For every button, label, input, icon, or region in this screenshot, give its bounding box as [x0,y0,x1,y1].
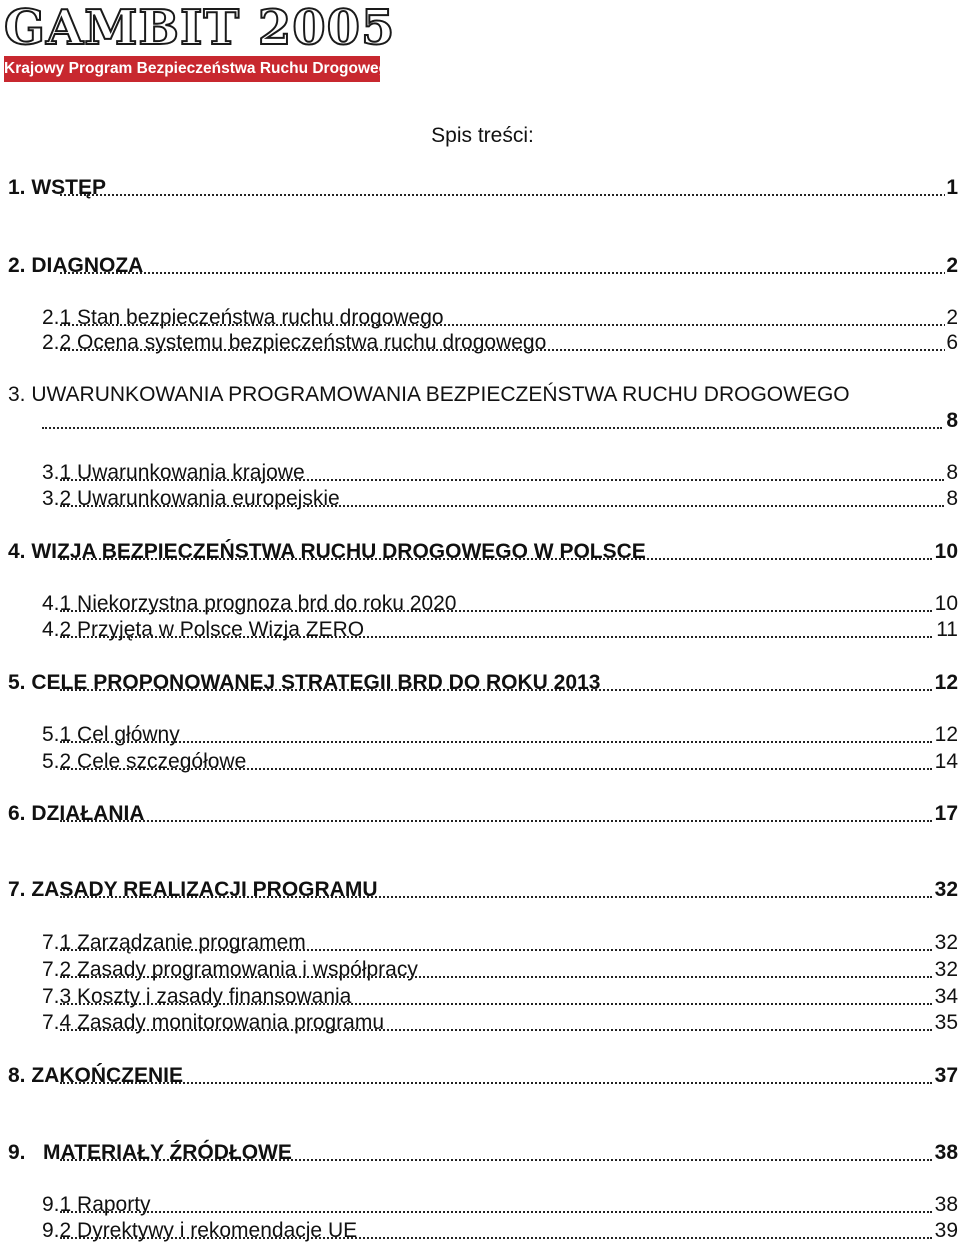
toc-leader [60,949,932,951]
toc-entry[interactable] [0,304,960,332]
toc-entry-label: 7.3 Koszty i zasady finansowania [42,983,352,1011]
toc-leader [60,1159,932,1161]
toc-entry-page: 35 [934,1009,958,1037]
toc-entry[interactable] [0,929,960,957]
logo-subtitle: Krajowy Program Bezpieczeństwa Ruchu Drogowego [4,56,380,82]
toc-entry[interactable] [0,1191,960,1219]
toc-leader [60,689,932,691]
toc-entry-page: 8 [945,485,958,513]
toc-entry[interactable] [0,800,960,828]
toc-entry-page: 38 [934,1139,958,1167]
toc-entry-label: 3. UWARUNKOWANIA PROGRAMOWANIA BEZPIECZEŃSTWA RUCHU DROGOWEGO [8,381,851,409]
toc-entry[interactable] [0,876,960,904]
toc-leader [60,610,932,612]
gambit-logo [4,0,398,82]
toc-entry-label: 7.4 Zasady monitorowania programu [42,1009,385,1037]
toc-leader [60,820,932,822]
toc-entry-label: 4.1 Niekorzystna prognoza brd do roku 2020 [42,590,457,618]
toc-entry-label: 5.2 Cele szczegółowe [42,748,247,776]
toc-leader [60,1029,932,1031]
toc-entry[interactable] [0,1217,960,1245]
toc-entry-page: 12 [934,721,958,749]
toc-entry-page: 8 [945,407,958,435]
toc-entry-page: 2 [945,304,958,332]
toc-entry-label: 7.1 Zarządzanie programem [42,929,307,957]
toc-leader [60,324,946,326]
toc-entry-page: 37 [934,1062,958,1090]
toc-entry-label: 7.2 Zasady programowania i współpracy [42,956,419,984]
toc-leader [42,427,942,429]
logo-title: GAMBIT 2005 [4,0,396,56]
toc-entry[interactable] [0,616,960,644]
toc-leader [60,1237,932,1239]
toc-entry-page: 38 [934,1191,958,1219]
toc-leader [60,976,932,978]
toc-entry-label: 9.1 Raporty [42,1191,152,1219]
toc-entry-page: 32 [934,956,958,984]
toc-entry-label: 2.1 Stan bezpieczeństwa ruchu drogowego [42,304,445,332]
toc-entry-page: 10 [934,590,958,618]
toc-entry[interactable] [0,485,960,513]
toc-entry[interactable] [0,252,960,280]
toc-entry-label: 5. CELE PROPONOWANEJ STRATEGII BRD DO ROKU 2013 [8,669,601,697]
toc-entry-label: 5.1 Cel główny [42,721,181,749]
toc-entry-label: 2.2 Ocena systemu bezpieczeństwa ruchu drogowego [42,329,547,357]
toc-leader [60,636,932,638]
toc-entry-page: 2 [945,252,958,280]
toc-entry-label: 7. ZASADY REALIZACJI PROGRAMU [8,876,378,904]
toc-entry[interactable] [0,748,960,776]
toc-leader [60,558,932,560]
toc-entry-label: 8. ZAKOŃCZENIE [8,1062,184,1090]
toc-entry-page: 8 [945,459,958,487]
toc-entry-page: 1 [945,174,958,202]
toc-entry[interactable] [0,669,960,697]
toc-leader [60,1082,932,1084]
toc-entry-page: 14 [934,748,958,776]
toc-entry-label: 3.2 Uwarunkowania europejskie [42,485,341,513]
toc-leader [60,349,946,351]
toc-leader [60,1003,932,1005]
toc-entry-label: 6. DZIAŁANIA [8,800,146,828]
toc-entry-page: 32 [934,876,958,904]
toc-leader [60,479,944,481]
toc-entry[interactable] [0,956,960,984]
toc-entry[interactable] [0,983,960,1011]
toc-leader [60,1211,932,1213]
toc-entry-page: 32 [934,929,958,957]
toc-entry-label: 2. DIAGNOZA [8,252,144,280]
toc-title: Spis treści: [431,124,534,147]
toc-leader [60,272,946,274]
toc-entry[interactable] [0,590,960,618]
toc-entry[interactable] [0,174,960,202]
toc-entry-label: 1. WSTĘP [8,174,107,202]
toc-entry[interactable] [0,1139,960,1167]
toc-leader [60,896,932,898]
toc-entry-page: 11 [935,616,958,644]
toc-entry-continuation[interactable] [0,407,960,435]
toc-leader [60,194,946,196]
toc-entry-label: 3.1 Uwarunkowania krajowe [42,459,306,487]
toc-entry-page: 12 [934,669,958,697]
toc-entry-label: 4. WIZJA BEZPIECZEŃSTWA RUCHU DROGOWEGO W POLSCE [8,538,647,566]
toc-entry[interactable] [0,459,960,487]
toc-leader [60,505,944,507]
toc-entry[interactable] [0,1062,960,1090]
toc-entry-page: 39 [934,1217,958,1245]
toc-entry-page: 17 [934,800,958,828]
toc-entry-page: 10 [934,538,958,566]
toc-entry[interactable] [0,329,960,357]
toc-leader [60,768,932,770]
toc-entry-page: 6 [945,329,958,357]
toc-entry[interactable] [0,381,960,409]
toc-entry[interactable] [0,538,960,566]
toc-entry[interactable] [0,1009,960,1037]
toc-leader [60,741,932,743]
toc-entry-label: 4.2 Przyjęta w Polsce Wizja ZERO [42,616,365,644]
toc-entry-label: 9. MATERIAŁY ŹRÓDŁOWE [8,1139,293,1167]
toc-entry[interactable] [0,721,960,749]
toc-entry-page: 34 [934,983,958,1011]
toc-entry-label: 9.2 Dyrektywy i rekomendacje UE [42,1217,358,1245]
